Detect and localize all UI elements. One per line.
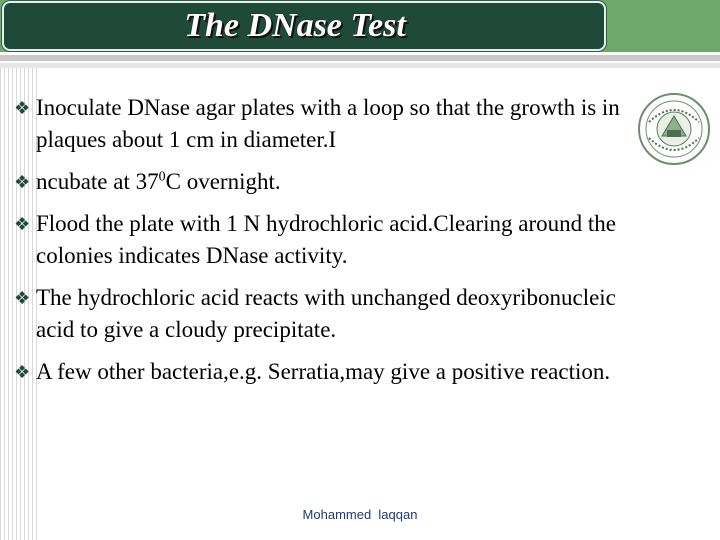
bullet-text-pre: ncubate at 37 [36,169,159,194]
bullet-item [14,356,634,388]
bullet-text [36,166,634,198]
title-box [2,1,606,51]
diamond-bullet-icon: ❖ [14,172,31,192]
bullet-item [14,166,634,198]
bullet-item [14,92,634,156]
bullet-list [14,92,634,398]
bullet-text: A few other bacteria,e.g. Serratia,may give a positive reaction. [36,359,611,384]
diamond-bullet-icon: ❖ [14,288,31,308]
diamond-bullet-icon: ❖ [14,98,31,118]
bullet-text: Flood the plate with 1 N hydrochloric acid.Clearing around the colonies indicates DNase activity. [36,211,616,268]
bullet-item [14,208,634,272]
bullet-text-post: C overnight. [165,169,281,194]
diamond-bullet-icon: ❖ [14,214,31,234]
bullet-text: Inoculate DNase agar plates with a loop so that the growth is in plaques about 1 cm in diameter.I [36,95,620,152]
slide-title: The DNase Test [184,7,406,44]
university-seal-logo [637,92,711,166]
diamond-bullet-icon: ❖ [14,362,31,382]
header-stripe-light [0,63,720,68]
superscript: 0 [158,169,166,185]
header-stripe [0,55,720,61]
bullet-item [14,282,634,346]
footer-author: Mohammed laqqan [302,507,418,522]
bullet-text: The hydrochloric acid reacts with unchanged deoxyribonucleic acid to give a cloudy precipitate. [36,285,616,342]
